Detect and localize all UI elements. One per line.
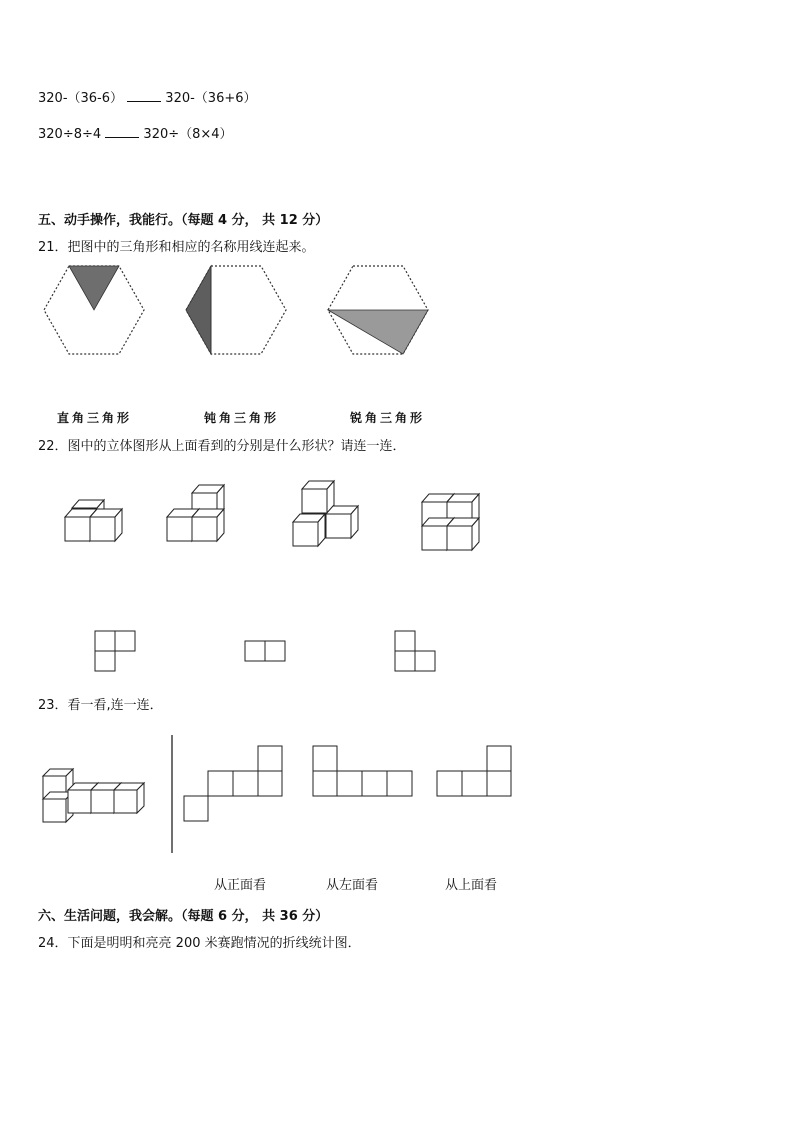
q23-solid[interactable]: [43, 769, 144, 822]
q23-view-c[interactable]: [437, 746, 511, 796]
solid-3[interactable]: [293, 481, 358, 546]
solid-4[interactable]: [422, 494, 479, 550]
q23-view-b[interactable]: [313, 746, 412, 796]
q21-text: 21．把图中的三角形和相应的名称用线连起来。: [38, 240, 315, 255]
hexagon-right-triangle[interactable]: [328, 266, 428, 354]
q22-solids-figure: [0, 470, 794, 680]
q24-text: 24．下面是明明和亮亮 200 米赛跑情况的折线统计图．: [38, 936, 361, 951]
comparison-1-left: 320-（36-6）: [38, 91, 124, 106]
label-obtuse-triangle[interactable]: 钝角三角形: [204, 411, 280, 425]
label-acute-triangle[interactable]: 锐角三角形: [350, 411, 426, 425]
label-front-view[interactable]: 从正面看: [214, 878, 267, 893]
section5-title: 五、动手操作，我能行。（每题 4 分， 共 12 分）: [38, 213, 329, 228]
solid-1[interactable]: [65, 500, 122, 541]
top-view-3[interactable]: [395, 631, 435, 671]
solid-2[interactable]: [167, 485, 224, 541]
q21-hexagons-figure: [0, 0, 794, 400]
comparison-2-left: 320÷8÷4: [38, 127, 102, 142]
top-view-2[interactable]: [245, 641, 285, 661]
q23-views-figure: [0, 730, 794, 860]
q22-text: 22．图中的立体图形从上面看到的分别是什么形状？请连一连．: [38, 439, 406, 454]
q23-view-a[interactable]: [184, 746, 282, 821]
hexagon-obtuse-triangle[interactable]: [186, 266, 286, 354]
q23-text: 23．看一看,连一连．: [38, 698, 163, 713]
section6-title: 六、生活问题，我会解。（每题 6 分， 共 36 分）: [38, 909, 329, 924]
label-right-triangle[interactable]: 直角三角形: [57, 411, 133, 425]
top-view-1[interactable]: [95, 631, 135, 671]
label-left-view[interactable]: 从左面看: [326, 878, 379, 893]
hexagon-acute-triangle[interactable]: [44, 266, 144, 354]
comparison-1-right: 320-（36+6）: [165, 91, 257, 106]
comparison-2-right: 320÷（8×4）: [143, 127, 233, 142]
label-top-view[interactable]: 从上面看: [445, 878, 498, 893]
